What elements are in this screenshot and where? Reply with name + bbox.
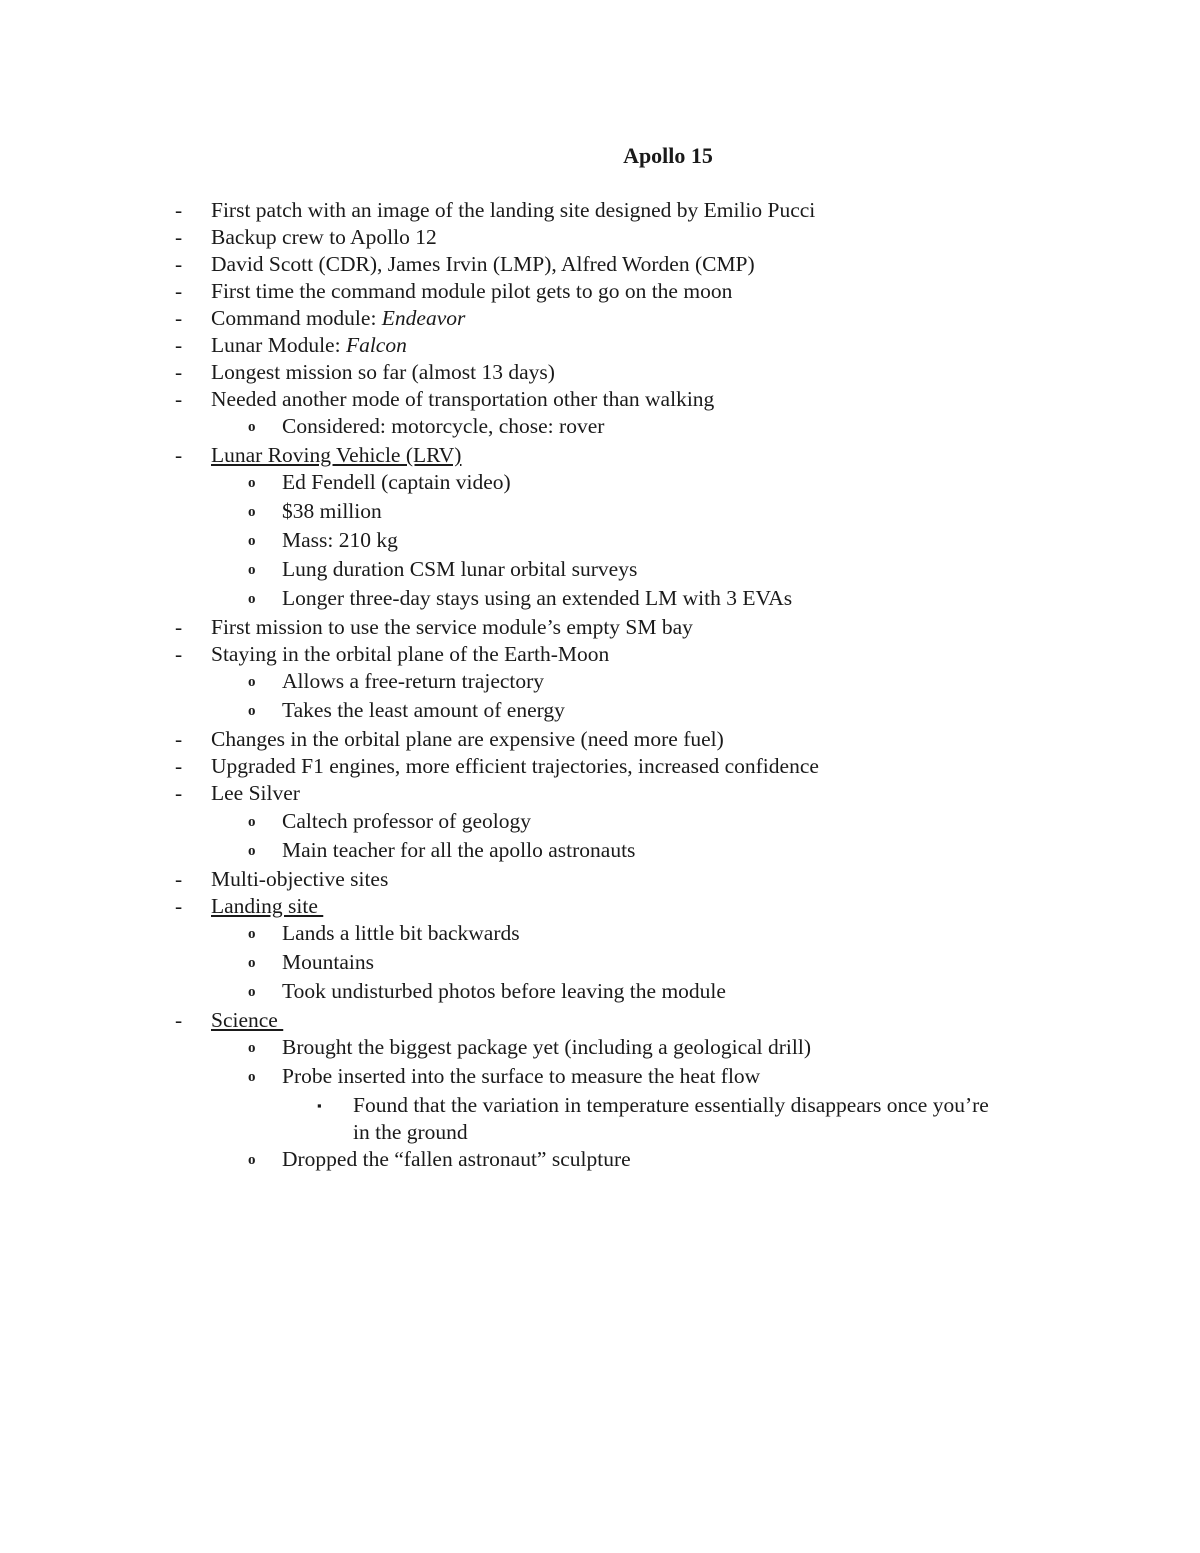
sub-list-item (248, 1034, 811, 1061)
sub-list-item (248, 1063, 761, 1090)
list-item-text: First mission to use the service module’s empty SM bay (211, 615, 693, 639)
sub-list-item-text: Mountains (282, 950, 374, 974)
sub-list-item (248, 556, 638, 583)
list-item-text: Backup crew to Apollo 12 (211, 225, 437, 249)
sub-list-item (248, 585, 793, 612)
dash-bullet: - (175, 387, 183, 411)
list-item (175, 866, 389, 893)
circle-bullet-icon: o (248, 562, 256, 578)
dash-bullet: - (175, 754, 183, 778)
circle-bullet-icon: o (248, 674, 256, 690)
sub-sub-list-item-text: Found that the variation in temperature essentially disappears once you’re (353, 1093, 989, 1117)
list-item (175, 197, 816, 224)
sub-list-item (248, 808, 531, 835)
dash-bullet: - (175, 615, 183, 639)
square-bullet-icon: ▪ (317, 1098, 322, 1113)
list-item (175, 780, 300, 807)
circle-bullet-icon: o (248, 984, 256, 1000)
list-item (175, 305, 466, 332)
dash-bullet: - (175, 252, 183, 276)
list-item (175, 224, 437, 251)
circle-bullet-icon: o (248, 1152, 256, 1168)
list-item (175, 753, 819, 780)
circle-bullet-icon: o (248, 703, 256, 719)
list-item-text: Staying in the orbital plane of the Earth-Moon (211, 642, 610, 666)
dash-bullet: - (175, 1008, 183, 1032)
page-title: Apollo 15 (623, 143, 713, 168)
circle-bullet-icon: o (248, 955, 256, 971)
sub-list-item-text: Lands a little bit backwards (282, 921, 520, 945)
list-item-text: Changes in the orbital plane are expensive (need more fuel) (211, 727, 724, 751)
sub-list-item-text: Longer three-day stays using an extended LM with 3 EVAs (282, 586, 793, 610)
section-heading-science: Science (211, 1008, 284, 1032)
list-item-text: Needed another mode of transportation other than walking (211, 387, 715, 411)
sub-list-item-text: $38 million (282, 499, 382, 523)
sub-list-item-text: Takes the least amount of energy (282, 698, 565, 722)
list-item (175, 726, 724, 753)
sub-sub-list-item (317, 1092, 989, 1119)
sub-list-item (248, 978, 726, 1005)
sub-list-item-text: Brought the biggest package yet (including a geological drill) (282, 1035, 811, 1059)
list-item (175, 614, 693, 641)
sub-list-item (248, 413, 605, 440)
sub-list-item-text: Caltech professor of geology (282, 809, 531, 833)
sub-list-item-text: Considered: motorcycle, chose: rover (282, 414, 605, 438)
list-item-text: Upgraded F1 engines, more efficient trajectories, increased confidence (211, 754, 819, 778)
circle-bullet-icon: o (248, 475, 256, 491)
dash-bullet: - (175, 867, 183, 891)
sub-sub-list-item-continuation (353, 1119, 468, 1146)
sub-list-item-text: Allows a free-return trajectory (282, 669, 545, 693)
circle-bullet-icon: o (248, 591, 256, 607)
dash-bullet: - (175, 360, 183, 384)
dash-bullet: - (175, 781, 183, 805)
list-item (175, 1007, 284, 1034)
circle-bullet-icon: o (248, 926, 256, 942)
sub-list-item (248, 920, 520, 947)
list-item-text: First time the command module pilot gets to go on the moon (211, 279, 733, 303)
list-item-text: First patch with an image of the landing site designed by Emilio Pucci (211, 198, 816, 222)
list-item (175, 278, 733, 305)
dash-bullet: - (175, 443, 183, 467)
list-item (175, 251, 755, 278)
list-item-text: David Scott (CDR), James Irvin (LMP), Alfred Worden (CMP) (211, 252, 755, 276)
sub-list-item-text: Took undisturbed photos before leaving the module (282, 979, 726, 1003)
sub-sub-list-item-text: in the ground (353, 1120, 468, 1144)
list-item (175, 893, 324, 920)
sub-list-item-text: Ed Fendell (captain video) (282, 470, 511, 494)
section-heading-landing-site: Landing site (211, 894, 324, 918)
sub-list-item-text: Main teacher for all the apollo astronauts (282, 838, 636, 862)
circle-bullet-icon: o (248, 419, 256, 435)
sub-list-item (248, 837, 636, 864)
sub-list-item-text: Mass: 210 kg (282, 528, 398, 552)
list-item-text: Longest mission so far (almost 13 days) (211, 360, 555, 384)
sub-list-item-text: Probe inserted into the surface to measure the heat flow (282, 1064, 761, 1088)
list-item (175, 641, 610, 668)
dash-bullet: - (175, 198, 183, 222)
sub-list-item (248, 697, 565, 724)
dash-bullet: - (175, 306, 183, 330)
sub-list-item (248, 498, 382, 525)
section-heading-lrv: Lunar Roving Vehicle (LRV) (211, 443, 462, 467)
dash-bullet: - (175, 727, 183, 751)
list-item-text: Lunar Module: (211, 333, 346, 357)
sub-list-item-text: Lung duration CSM lunar orbital surveys (282, 557, 638, 581)
dash-bullet: - (175, 279, 183, 303)
list-item-text: Lee Silver (211, 781, 300, 805)
list-item (175, 359, 555, 386)
circle-bullet-icon: o (248, 1040, 256, 1056)
sub-list-item (248, 469, 511, 496)
dash-bullet: - (175, 642, 183, 666)
list-item-text: Multi-objective sites (211, 867, 389, 891)
circle-bullet-icon: o (248, 533, 256, 549)
circle-bullet-icon: o (248, 814, 256, 830)
sub-list-item (248, 527, 398, 554)
list-item (175, 442, 462, 469)
list-item (175, 386, 715, 413)
circle-bullet-icon: o (248, 504, 256, 520)
sub-list-item (248, 1146, 631, 1173)
sub-list-item (248, 668, 545, 695)
sub-list-item (248, 949, 374, 976)
dash-bullet: - (175, 894, 183, 918)
list-item-text: Command module: (211, 306, 382, 330)
command-module-name: Endeavor (381, 306, 466, 330)
lunar-module-name: Falcon (345, 333, 407, 357)
dash-bullet: - (175, 333, 183, 357)
circle-bullet-icon: o (248, 843, 256, 859)
circle-bullet-icon: o (248, 1069, 256, 1085)
list-item (175, 332, 407, 359)
dash-bullet: - (175, 225, 183, 249)
sub-list-item-text: Dropped the “fallen astronaut” sculpture (282, 1147, 631, 1171)
